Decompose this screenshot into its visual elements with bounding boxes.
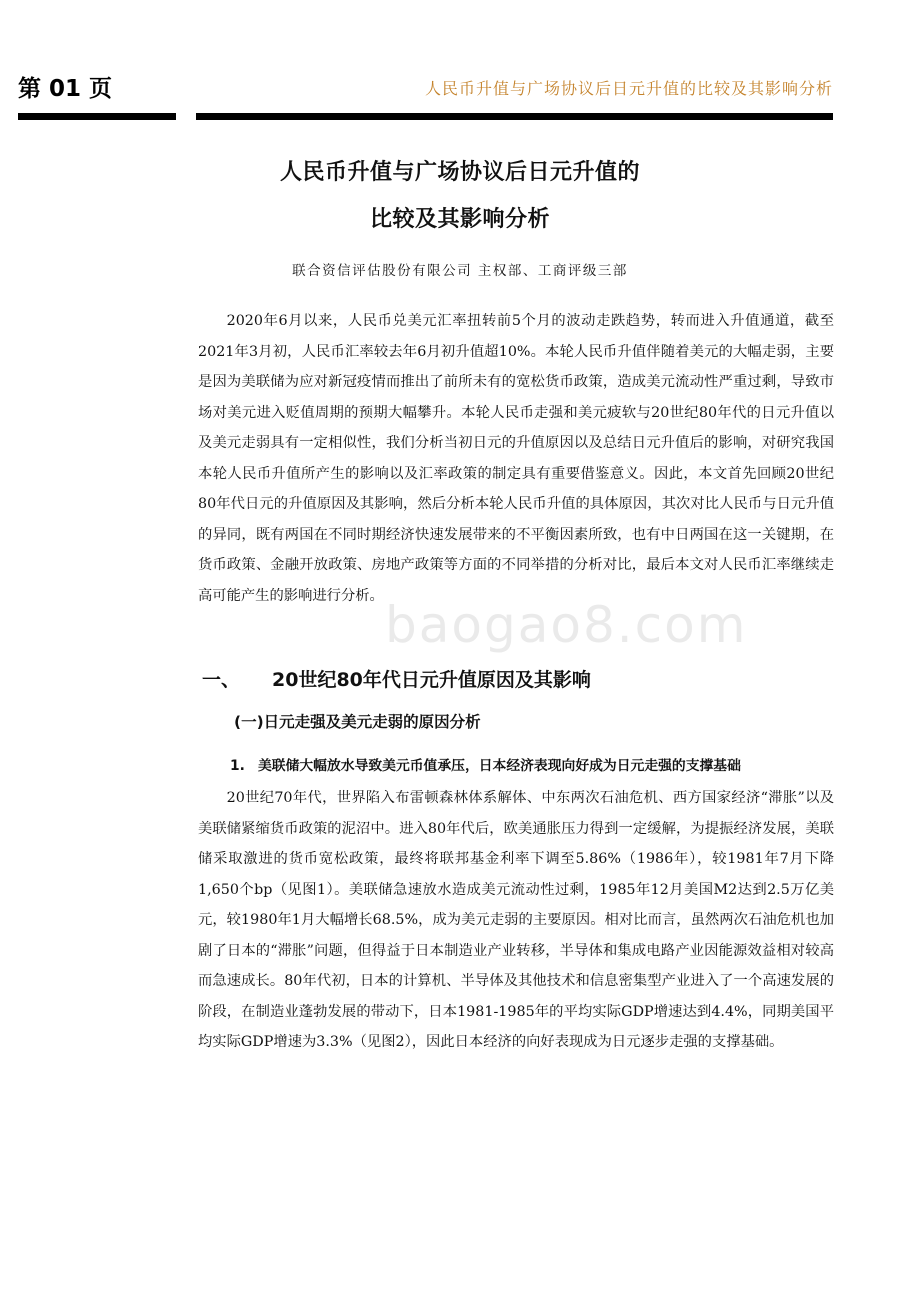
running-title: 人民币升值与广场协议后日元升值的比较及其影响分析 — [424, 79, 833, 98]
subsection-heading: (一)日元走强及美元走弱的原因分析 — [234, 713, 481, 731]
page-header-right — [196, 72, 833, 120]
body-paragraph: 20世纪70年代，世界陷入布雷顿森林体系解体、中东两次石油危机、西方国家经济“滞胀”以及美联储紧缩货币政策的泥沼中。进入80年代后，欧美通胀压力得到一定缓解，为提振经济发展，美联储采取激进的货币宽松政策，最终将联邦基金利率下调至5.86%（1986年），较1981年7月下降1,650个bp（见图1）。美联储急速放水造成美元流动性过剩，1985年12月美国M2达到2.5万亿美元，较1980年1月大幅增长68.5%，成为美元走弱的主要原因。相对比而言，虽然两次石油危机也加剧了日本的“滞胀”问题，但得益于日本制造业产业转移，半导体和集成电路产业因能源效益相对较高而急速成长。80年代初，日本的计算机、半导体及其他技术和信息密集型产业进入了一个高速发展的阶段，在制造业蓬勃发展的带动下，日本1981-1985年的平均实际GDP增速达到4.4%，同期美国平均实际GDP增速为3.3%（见图2），因此日本经济的向好表现成为日元逐步走强的支撑基础。 — [198, 790, 834, 1050]
header-rule-left — [18, 113, 176, 120]
point-number: 1. — [230, 758, 245, 774]
header-rule-right — [196, 113, 833, 120]
point-heading — [230, 754, 741, 774]
author-line: 联合资信评估股份有限公司 主权部、工商评级三部 — [292, 263, 628, 279]
intro-paragraph: 2020年6月以来，人民币兑美元汇率扭转前5个月的波动走跌趋势，转而进入升值通道，截至2021年3月初，人民币汇率较去年6月初升值超10%。本轮人民币升值伴随着美元的大幅走弱，主要是因为美联储为应对新冠疫情而推出了前所未有的宽松货币政策，造成美元流动性严重过剩，导致市场对美元进入贬值周期的预期大幅攀升。本轮人民币走强和美元疲软与20世纪80年代的日元升值以及美元走弱具有一定相似性，我们分析当初日元的升值原因以及总结日元升值后的影响，对研究我国本轮人民币升值所产生的影响以及汇率政策的制定具有重要借鉴意义。因此，本文首先回顾20世纪80年代日元的升值原因及其影响，然后分析本轮人民币升值的具体原因，其次对比人民币与日元升值的异同，既有两国在不同时期经济快速发展带来的不平衡因素所致，也有中日两国在这一关键期，在货币政策、金融开放政策、房地产政策等方面的不同举措的分析对比，最后本文对人民币汇率继续走高可能产生的影响进行分析。 — [198, 313, 834, 604]
section-title: 20世纪80年代日元升值原因及其影响 — [272, 669, 591, 691]
point-title: 美联储大幅放水导致美元币值承压，日本经济表现向好成为日元走强的支撑基础 — [258, 758, 741, 774]
section-heading — [202, 665, 591, 692]
page-header-left — [18, 72, 176, 120]
page-number: 第 01 页 — [18, 76, 113, 102]
document-title-line1: 人民币升值与广场协议后日元升值的 — [279, 160, 640, 185]
watermark: baogao8.com — [385, 596, 748, 654]
section-number: 一、 — [202, 669, 241, 691]
document-title-line2: 比较及其影响分析 — [369, 207, 550, 232]
